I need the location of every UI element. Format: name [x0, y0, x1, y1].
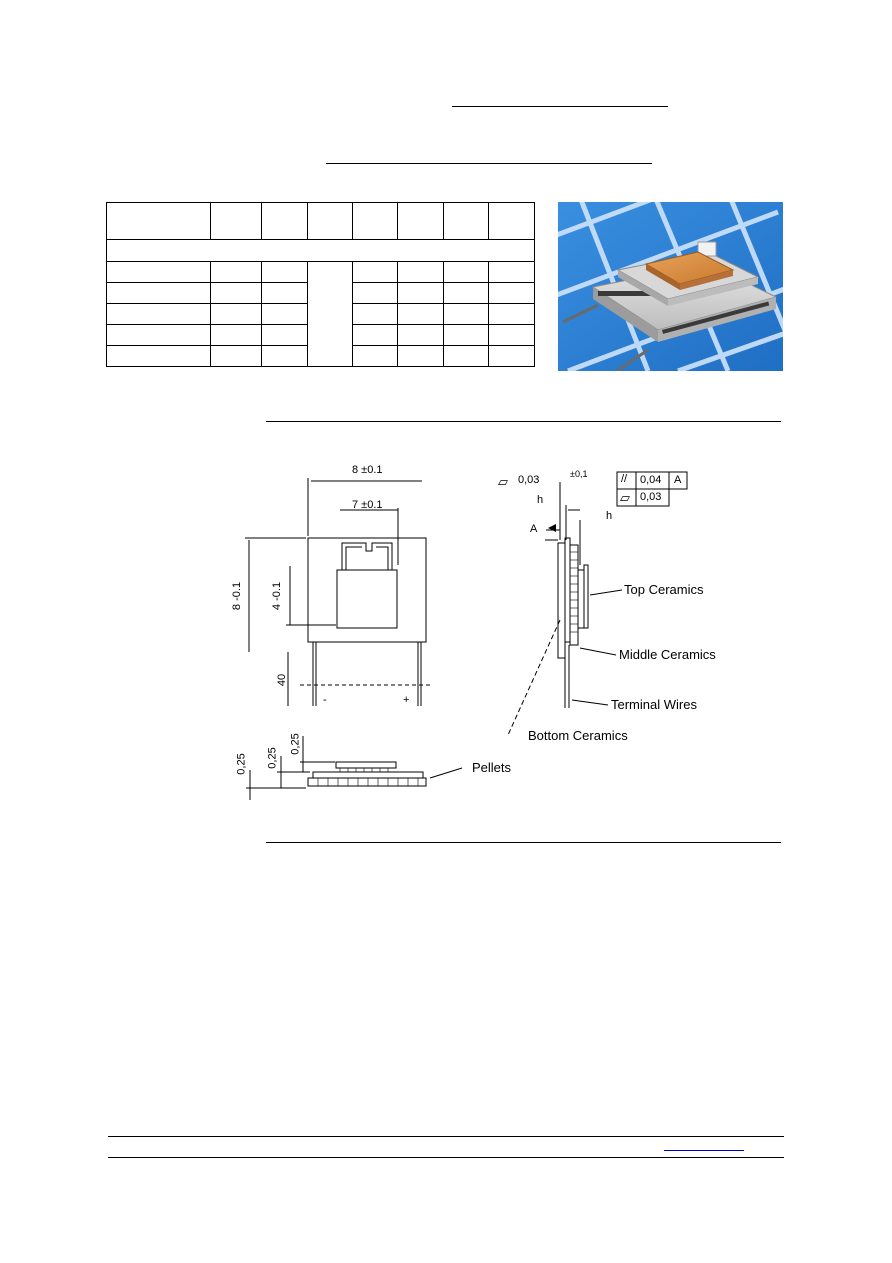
table-cell: [107, 304, 211, 325]
table-cell: [398, 346, 444, 367]
datum-triangle: [548, 524, 556, 532]
footer-line-top: [108, 1136, 784, 1137]
table-cell: [353, 304, 398, 325]
table-cell: [353, 325, 398, 346]
dim-thickness-3: 0,25: [289, 733, 302, 755]
table-cell: [489, 262, 535, 283]
table-cell: [262, 203, 308, 240]
table-cell: [107, 325, 211, 346]
polarity-plus: +: [403, 694, 410, 706]
table-cell: [444, 203, 489, 240]
table-cell: [398, 283, 444, 304]
table-cell: [262, 304, 308, 325]
table-cell: [211, 283, 262, 304]
dim-label-h-left: h: [537, 494, 544, 506]
table-cell: [353, 262, 398, 283]
spec-table: [106, 202, 535, 367]
table-cell: [489, 283, 535, 304]
polarity-minus: -: [323, 694, 327, 706]
tec-module-render: [558, 202, 783, 371]
table-cell: [211, 325, 262, 346]
flatness-symbol-label: ⏥: [498, 474, 508, 489]
fcf-parallel-symbol: //: [621, 473, 628, 485]
fcf-parallel-value: 0,04: [640, 474, 662, 486]
dim-width-inner: 7 ±0.1: [352, 499, 383, 511]
dim-wire-length: 40: [276, 673, 289, 687]
table-cell: [489, 304, 535, 325]
title-underline-1: [452, 106, 668, 107]
fcf-flatness-value: 0,03: [640, 491, 662, 503]
table-cell: [211, 203, 262, 240]
table-section-row: [107, 240, 535, 262]
callout-terminal-wires: Terminal Wires: [611, 697, 697, 712]
dim-label-h-right: h: [606, 510, 613, 522]
table-cell: [489, 203, 535, 240]
table-cell: [262, 283, 308, 304]
table-cell: [262, 325, 308, 346]
mechanical-drawing: [0, 440, 892, 820]
footer-line-bottom: [108, 1157, 784, 1158]
datum-label: A: [530, 523, 538, 535]
table-cell: [444, 325, 489, 346]
callout-pellets: Pellets: [472, 760, 512, 775]
table-cell: [444, 262, 489, 283]
dim-flatness: 0,03: [518, 474, 540, 486]
table-cell: [107, 283, 211, 304]
dim-width-top: 8 ±0.1: [352, 464, 383, 476]
table-cell: [398, 325, 444, 346]
table-cell: [262, 262, 308, 283]
callout-top-ceramics: Top Ceramics: [624, 582, 704, 597]
table-cell: [353, 346, 398, 367]
table-cell: [308, 203, 353, 240]
title-underline-2: [326, 163, 652, 164]
table-cell: [107, 262, 211, 283]
dim-height-inner: 4 -0.1: [271, 581, 284, 611]
footer-link-underline[interactable]: [664, 1150, 744, 1151]
callout-middle-ceramics: Middle Ceramics: [619, 647, 716, 662]
table-cell: [107, 346, 211, 367]
section-divider-top: [266, 421, 781, 422]
fcf-parallel-datum: A: [674, 474, 682, 486]
table-cell: [398, 203, 444, 240]
table-cell: [211, 262, 262, 283]
table-cell: [444, 304, 489, 325]
fcf-flatness-symbol: ⏥: [620, 490, 630, 505]
table-cell: [444, 283, 489, 304]
top-ceramic-outline: [337, 570, 397, 628]
callout-bottom-ceramics: Bottom Ceramics: [528, 728, 628, 743]
table-cell: [211, 346, 262, 367]
table-cell: [107, 203, 211, 240]
table-cell: [398, 262, 444, 283]
product-photo: [558, 202, 783, 371]
bottom-ceramic-outline: [308, 538, 426, 642]
table-cell: [211, 304, 262, 325]
dim-thickness-2: 0,25: [266, 747, 279, 769]
table-cell: [444, 346, 489, 367]
table-cell: [489, 346, 535, 367]
dim-thickness-1: 0,25: [235, 753, 248, 775]
table-cell: [353, 283, 398, 304]
dim-height-left: 8 -0.1: [231, 581, 244, 611]
table-merged-cell: [308, 262, 353, 367]
table-cell: [489, 325, 535, 346]
table-cell: [262, 346, 308, 367]
section-divider-bottom: [266, 842, 781, 843]
table-cell: [398, 304, 444, 325]
dim-tolerance-side: ±0,1: [570, 469, 588, 479]
table-cell: [353, 203, 398, 240]
